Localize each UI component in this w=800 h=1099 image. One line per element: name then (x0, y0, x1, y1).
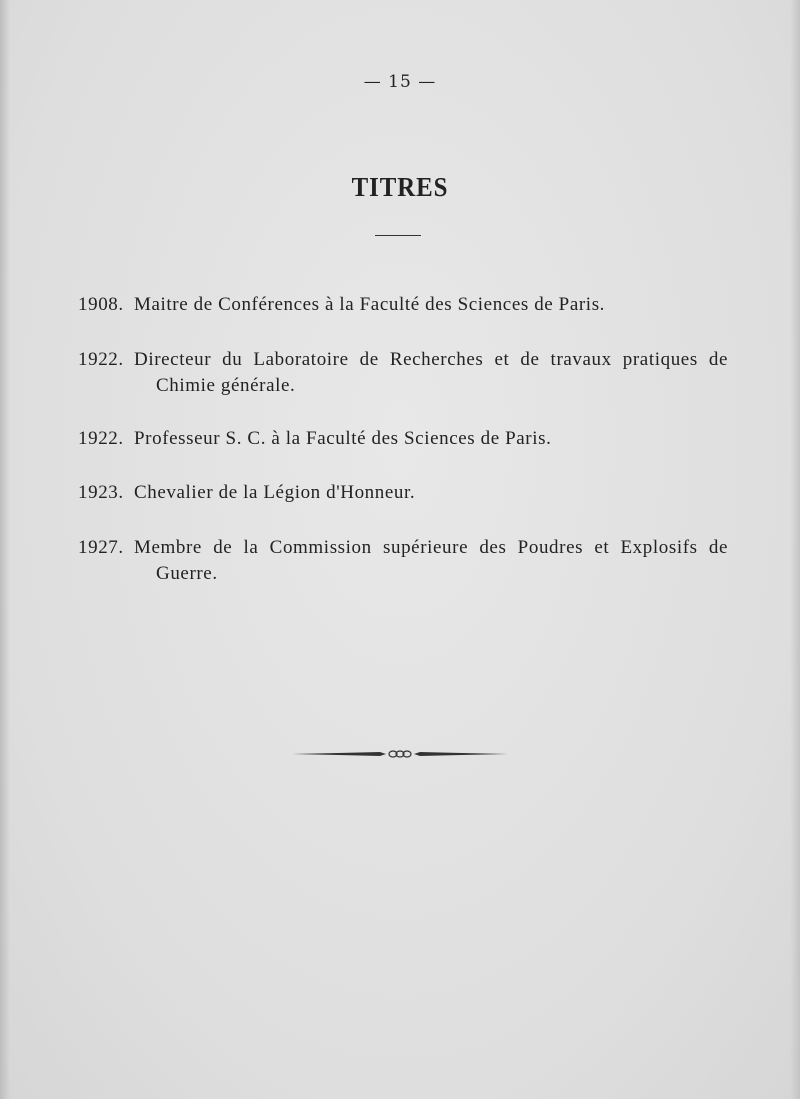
title-divider (375, 235, 421, 236)
page-edge-shadow-right (790, 0, 800, 1099)
flourish-ornament-icon (290, 744, 510, 764)
page-title: TITRES (351, 172, 449, 202)
title-entry-1922-directeur (78, 347, 728, 399)
entry-text-continuation: Guerre. (156, 563, 218, 584)
title-entry-1908 (78, 292, 728, 318)
entry-year: 1923. (78, 482, 124, 503)
entry-year: 1927. (78, 537, 124, 558)
entry-text: Maitre de Conférences à la Faculté des Sciences de Paris. (134, 294, 606, 315)
entry-year: 1908. (78, 294, 124, 315)
entry-text: Professeur S. C. à la Faculté des Sciences de Paris. (134, 428, 552, 449)
title-entry-1923 (78, 480, 728, 506)
entry-text: Membre de la Commission supérieure des Poudres et Explosifs de (134, 537, 728, 558)
entry-year: 1922. (78, 349, 124, 370)
page-edge-shadow-left (0, 0, 10, 1099)
entry-text: Chevalier de la Légion d'Honneur. (134, 482, 416, 503)
entry-text: Directeur du Laboratoire de Recherches et de travaux pratiques de (134, 349, 728, 370)
title-entry-1927 (78, 535, 728, 587)
page-number: — 15 — (363, 72, 437, 92)
entry-text-continuation: Chimie générale. (156, 375, 296, 396)
entry-year: 1922. (78, 428, 124, 449)
title-entry-1922-professeur (78, 426, 728, 452)
